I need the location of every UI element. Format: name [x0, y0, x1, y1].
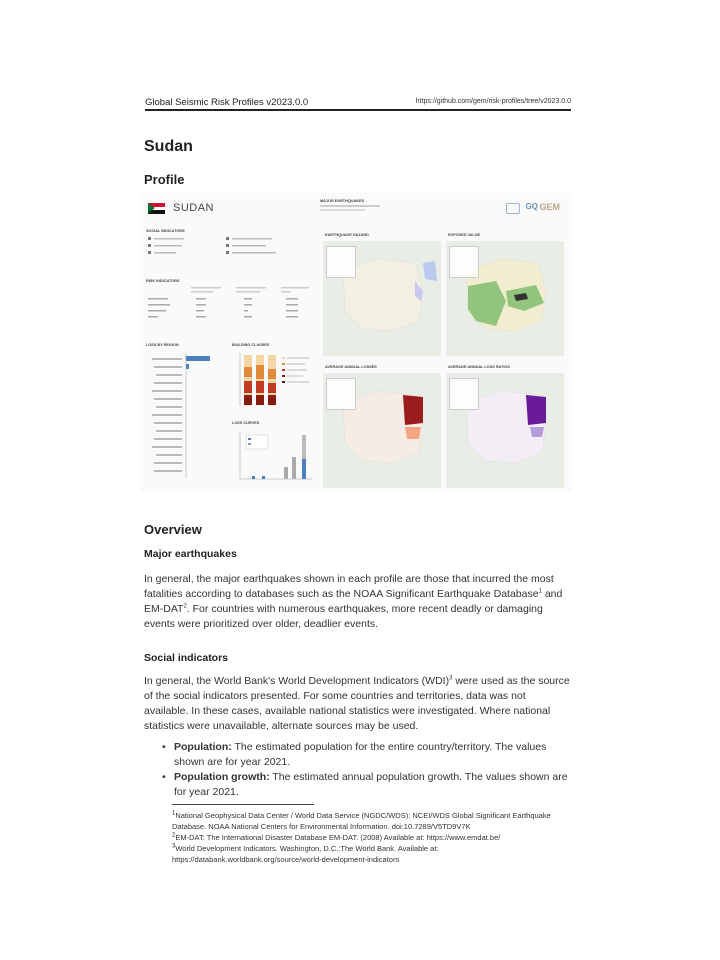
running-header — [145, 96, 571, 110]
overview-heading: Overview — [144, 522, 202, 537]
figure-country-label: SUDAN — [173, 202, 215, 214]
gq-logo-icon: GQ — [525, 202, 538, 211]
loss-curves-label: LOSS CURVES — [232, 421, 260, 425]
social-indicators-block — [146, 235, 316, 261]
major-earthquakes-label: MAJOR EARTHQUAKES — [320, 199, 365, 203]
footnote-2: $^2$EM-DAT: The International Disaster Database EM-DAT. (2008) Available at: https://www.emdat.be/ — [172, 832, 501, 842]
indicator-bullet-list — [160, 740, 570, 800]
region-bar — [186, 356, 210, 361]
aalr-title: AVERAGE ANNUAL LOSS RATIOS — [448, 365, 510, 369]
exposed-value-title: EXPOSED VALUE — [448, 233, 480, 237]
header-url[interactable]: https://github.com/gem/risk-profiles/tree/v2023.0.0 — [415, 98, 571, 105]
aal-title: AVERAGE ANNUAL LOSSES — [325, 365, 377, 369]
major-earthquakes-box — [320, 197, 568, 219]
header-title: Global Seismic Risk Profiles v2023.0.0 — [145, 97, 309, 108]
profile-heading: Profile — [144, 172, 185, 187]
loss-by-region-chart — [146, 353, 226, 483]
major-earthquakes-paragraph: In general, the major earthquakes shown in each profile are those that incurred the most fatalities according to databases such as the NOAA Significant Earthquake Database$^1$ and EM-DAT$^2$. For countries with numerous earthquakes, more recent deadly or damaging events were prioritized over older, deadlier events. — [144, 573, 563, 630]
loss-curves-chart — [232, 429, 317, 487]
social-indicators-heading: Social indicators — [144, 652, 229, 664]
gem-logo: GEM — [539, 202, 560, 212]
footnote-rule — [172, 804, 314, 805]
sudan-flag-icon — [148, 203, 165, 214]
list-item: • Population: The estimated population for the entire country/territory. The values shown are for year 2021. — [162, 741, 547, 768]
average-annual-losses-map — [323, 365, 441, 488]
list-item: • Population growth: The estimated annual population growth. The values shown are for year 2021. — [162, 771, 568, 798]
exposure-legend — [449, 246, 479, 278]
loss-by-region-label: LOSS BY REGION — [146, 343, 179, 347]
average-annual-loss-ratios-map — [446, 365, 564, 488]
social-indicators-label: SOCIAL INDICATORS — [146, 229, 185, 233]
aalr-legend — [449, 378, 479, 410]
aal-legend — [326, 378, 356, 410]
footnote-3: $^3$World Development Indicators. Washington, D.C.:The World Bank. Available at: https://databank.worldbank.org/source/world-development-indicators — [172, 843, 439, 864]
partner-logo-icon — [506, 203, 520, 214]
building-classes-chart — [232, 351, 317, 413]
country-heading: Sudan — [144, 138, 193, 155]
hazard-legend — [326, 246, 356, 278]
header-rule — [145, 109, 571, 111]
social-indicators-paragraph: In general, the World Bank's World Development Indicators (WDI)$^3$ were used as the source of the social indicators presented. For some countries and territories, data was not available. In these cases, available national statistics were investigated. Where national statistics were unavailable, alternate sources may be used. — [144, 675, 570, 732]
risk-indicators-table — [146, 285, 316, 325]
profile-figure — [140, 193, 572, 491]
earthquake-hazard-map — [323, 233, 441, 356]
footnote-1: $^1$National Geophysical Data Center / World Data Service (NGDC/WDS): NCEI/WDS Global Significant Earthquake Database. NOAA National Centers for Environmental Information. doi:10.7289/V5TD9V7K — [172, 810, 551, 831]
major-earthquakes-heading: Major earthquakes — [144, 548, 237, 560]
building-classes-label: BUILDING CLASSES — [232, 343, 270, 347]
exposed-value-map — [446, 233, 564, 356]
earthquake-hazard-title: EARTHQUAKE HAZARD — [325, 233, 369, 237]
risk-indicators-label: RISK INDICATORS — [146, 279, 180, 283]
region-bar — [186, 364, 189, 369]
